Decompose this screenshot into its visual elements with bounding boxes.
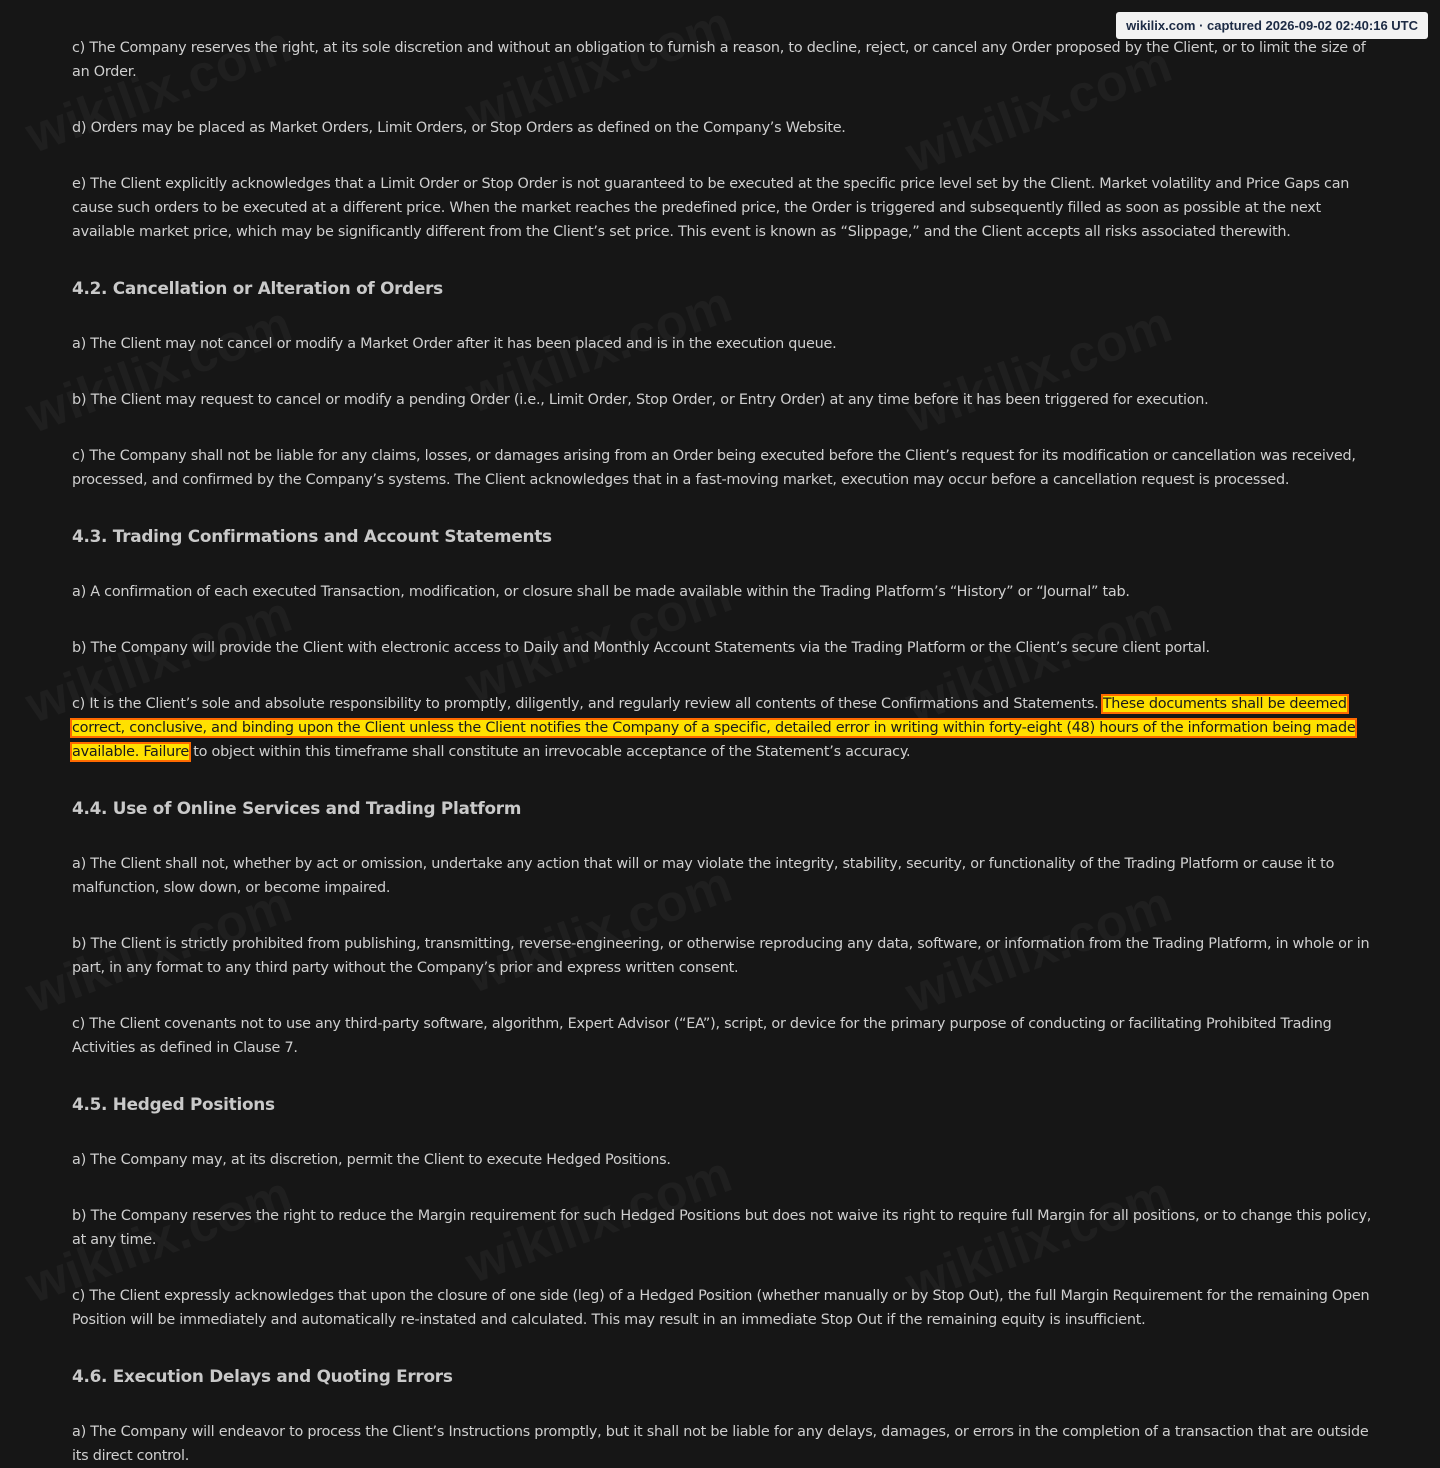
clause-4-3-c [72, 692, 1372, 764]
clause-4-2-c: c) The Company shall not be liable for any claims, losses, or damages arising from an Order being executed before the Client’s request for its modification or cancellation was received, processed, and confirmed by the Company’s systems. The Client acknowledges that in a fast-moving market, execution may occur before a cancellation request is processed. [72, 448, 1356, 488]
clause-4-3-a: a) A confirmation of each executed Transaction, modification, or closure shall be made available within the Trading Platform’s “History” or “Journal” tab. [72, 584, 1130, 600]
section-heading-4-5: 4.5. Hedged Positions [72, 1094, 275, 1114]
clause-4-1-e: e) The Client explicitly acknowledges that a Limit Order or Stop Order is not guaranteed to be executed at the specific price level set by the Client. Market volatility and Price Gaps can cause such orders to be executed at a different price. When the market reaches the predefined price, the Order is triggered and subsequently filled as soon as possible at the next available market price, which may be significantly different from the Client’s set price. This event is known as “Slippage,” and the Client accepts all risks associated therewith. [72, 176, 1350, 240]
clause-4-1-d: d) Orders may be placed as Market Orders, Limit Orders, or Stop Orders as defined on the Company’s Website. [72, 120, 846, 136]
watermark-text [18, 294, 299, 445]
clause-4-1-c: c) The Company reserves the right, at its sole discretion and without an obligation to furnish a reason, to decline, reject, or cancel any Order proposed by the Client, or to limit the size of an Order. [72, 40, 1366, 80]
clause-4-4-a: a) The Client shall not, whether by act or omission, undertake any action that will or may violate the integrity, stability, security, or functionality of the Trading Platform or cause it to malfunction, slow down, or become impaired. [72, 856, 1335, 896]
clause-4-4-c: c) The Client covenants not to use any third-party software, algorithm, Expert Advisor (“EA”), script, or device for the primary purpose of conducting or facilitating Prohibited Trading Activities as defined in Clause 7. [72, 1016, 1332, 1056]
section-heading-4-3: 4.3. Trading Confirmations and Account Statements [72, 526, 552, 546]
clause-4-5-a: a) The Company may, at its discretion, permit the Client to execute Hedged Positions. [72, 1152, 671, 1168]
clause-4-2-a: a) The Client may not cancel or modify a Market Order after it has been placed and is in the execution queue. [72, 336, 837, 352]
capture-badge: wikilix.com · captured 2026-09-02 02:40:16 UTC [1116, 12, 1428, 39]
clause-4-5-c: c) The Client expressly acknowledges that upon the closure of one side (leg) of a Hedged Position (whether manually or by Stop Out), the full Margin Requirement for the remaining Open Position will be immediately and automatically re-instated and calculated. This may result in an immediate Stop Out if the remaining equity is insufficient. [72, 1288, 1370, 1328]
clause-4-5-b: b) The Company reserves the right to reduce the Margin requirement for such Hedged Positions but does not waive its right to require full Margin for all positions, or to change this policy, at any time. [72, 1208, 1372, 1248]
clause-4-2-b: b) The Client may request to cancel or modify a pending Order (i.e., Limit Order, Stop Order, or Entry Order) at any time before it has been triggered for execution. [72, 392, 1209, 408]
clause-4-6-a: a) The Company will endeavor to process the Client’s Instructions promptly, but it shall not be liable for any delays, damages, or errors in the completion of a transaction that are outside its direct control. [72, 1424, 1369, 1464]
clause-4-3-b: b) The Company will provide the Client with electronic access to Daily and Monthly Account Statements via the Trading Platform or the Client’s secure client portal. [72, 640, 1210, 656]
highlighted-text: These documents shall be deemed correct, conclusive, and binding upon the Client unless the Client notifies the Company of a specific, detailed error in writing within forty-eight (48) hours of the information being made available. Failure [72, 696, 1356, 760]
clause-4-3-c-outro: to object within this timeframe shall constitute an irrevocable acceptance of the Statement’s accuracy. [188, 744, 911, 760]
section-heading-4-2: 4.2. Cancellation or Alteration of Orders [72, 278, 443, 298]
watermark-text [898, 294, 1179, 445]
section-heading-4-4: 4.4. Use of Online Services and Trading Platform [72, 798, 522, 818]
clause-4-3-c-intro: c) It is the Client’s sole and absolute responsibility to promptly, diligently, and regularly review all contents of these Confirmations and Statements. [72, 696, 1103, 712]
section-heading-4-6: 4.6. Execution Delays and Quoting Errors [72, 1366, 453, 1386]
clause-4-4-b: b) The Client is strictly prohibited from publishing, transmitting, reverse-engineering, or otherwise reproducing any data, software, or information from the Trading Platform, in whole or in part, in any format to any third party without the Company’s prior and express written consent. [72, 936, 1370, 976]
